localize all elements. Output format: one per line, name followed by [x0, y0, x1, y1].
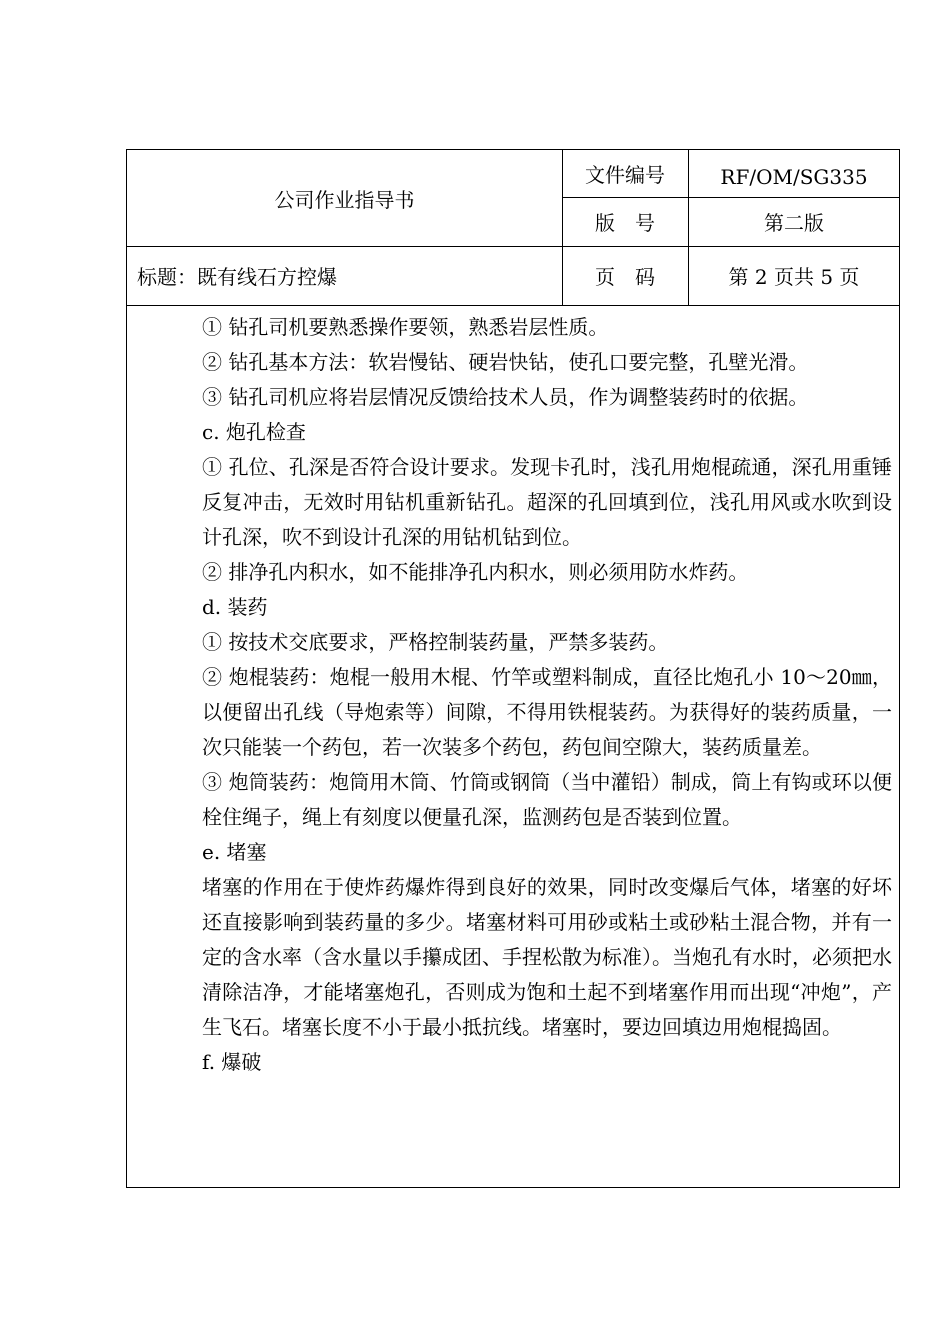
document-body — [202, 310, 892, 1080]
version-label: 版 号 — [595, 211, 655, 235]
section-heading: c. 炮孔检查 — [202, 420, 306, 444]
file-number-label: 文件编号 — [585, 163, 665, 187]
section-heading: f. 爆破 — [202, 1050, 262, 1074]
subject-title: 标题：既有线石方控爆 — [137, 265, 337, 289]
paragraph: ② 炮棍装药：炮棍一般用木棍、竹竿或塑料制成，直径比炮孔小 10～20㎜，以便留出孔线（导炮索等）间隙，不得用铁棍装药。为获得好的装药质量，一次只能装一个药包，若一次装多个药包，药包间空隙大，装药质量差。 — [202, 665, 892, 759]
page-label: 页 码 — [595, 265, 655, 289]
section-heading: e. 堵塞 — [202, 840, 267, 864]
paragraph: ① 按技术交底要求，严格控制装药量，严禁多装药。 — [202, 630, 669, 654]
document-table — [126, 149, 900, 1188]
section-heading: d. 装药 — [202, 595, 268, 619]
file-number-value: RF/OM/SG335 — [720, 164, 868, 189]
page-value: 第 2 页共 5 页 — [728, 265, 860, 289]
paragraph: 堵塞的作用在于使炸药爆炸得到良好的效果，同时改变爆后气体，堵塞的好坏还直接影响到装药量的多少。堵塞材料可用砂或粘土或砂粘土混合物，并有一定的含水率（含水量以手攥成团、手捏松散为标准）。当炮孔有水时，必须把水清除洁净，才能堵塞炮孔，否则成为饱和土起不到堵塞作用而出现“冲炮”，产生飞石。堵塞长度不小于最小抵抗线。堵塞时，要边回填边用炮棍捣固。 — [202, 875, 892, 1039]
paragraph: ② 钻孔基本方法：软岩慢钻、硬岩快钻，使孔口要完整，孔壁光滑。 — [202, 350, 809, 374]
paragraph: ② 排净孔内积水，如不能排净孔内积水，则必须用防水炸药。 — [202, 560, 749, 584]
paragraph: ③ 炮筒装药：炮筒用木筒、竹筒或钢筒（当中灌铅）制成，筒上有钩或环以便栓住绳子，绳上有刻度以便量孔深，监测药包是否装到位置。 — [202, 770, 892, 829]
divider — [127, 305, 900, 306]
version-value: 第二版 — [764, 211, 824, 235]
paragraph: ① 孔位、孔深是否符合设计要求。发现卡孔时，浅孔用炮棍疏通，深孔用重锤反复冲击，无效时用钻机重新钻孔。超深的孔回填到位，浅孔用风或水吹到设计孔深，吹不到设计孔深的用钻机钻到位。 — [202, 455, 892, 549]
document-title: 公司作业指导书 — [274, 187, 415, 212]
paragraph: ③ 钻孔司机应将岩层情况反馈给技术人员，作为调整装药时的依据。 — [202, 385, 809, 409]
paragraph: ① 钻孔司机要熟悉操作要领，熟悉岩层性质。 — [202, 315, 609, 339]
